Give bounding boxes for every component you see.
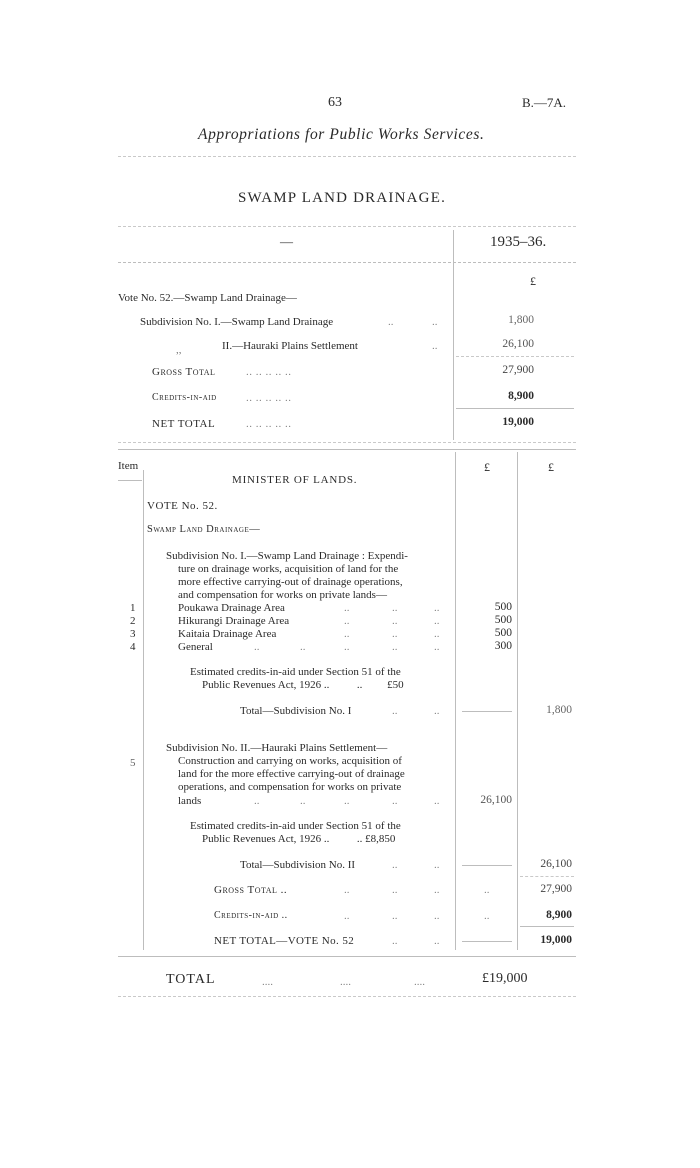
summary-gross-value: 27,900 (502, 364, 534, 376)
total-sub2-label: Total—Subdivision No. II (240, 859, 356, 871)
item-value: 500 (494, 614, 512, 626)
total-sub1-dots: .. (392, 705, 398, 717)
item-dots: .. (434, 795, 440, 807)
item-dots: .. (392, 628, 398, 640)
summary-credits-label: Credits-in-aid (152, 392, 217, 403)
detail-credits-dots: .. (484, 910, 490, 922)
detail-gross-label: Gross Total .. (214, 884, 288, 896)
est2-line: Estimated credits-in-aid under Section 51 of the (190, 820, 401, 832)
detail-credits-dots: .. (392, 910, 398, 922)
summary-credits-dots: .. .. .. .. .. (246, 392, 292, 404)
item-name: General (178, 641, 213, 653)
summary-sub2-ditto: ,, (176, 344, 182, 356)
item-dots: .. (300, 641, 306, 653)
swamp-heading: Swamp Land Drainage— (147, 524, 261, 535)
item-dots: .. (254, 641, 260, 653)
total-sub2-value: 26,100 (540, 858, 572, 870)
item-dots: .. (392, 641, 398, 653)
sub1-desc-line: ture on drainage works, acquisition of land for the (178, 563, 399, 575)
item-dots: .. (344, 641, 350, 653)
detail-gross-value: 27,900 (540, 883, 572, 895)
item-value: 500 (494, 627, 512, 639)
footer-dots: .... (340, 976, 351, 988)
total-sub1-value: 1,800 (546, 704, 572, 716)
summary-year: 1935–36. (490, 234, 547, 250)
sub2-desc-line: operations, and compensation for works on private (178, 781, 402, 793)
summary-dash: — (280, 234, 293, 249)
page-title: Appropriations for Public Works Services. (198, 126, 485, 143)
item-dots: .. (344, 628, 350, 640)
item-name: Poukawa Drainage Area (178, 602, 285, 614)
summary-net-dots: .. .. .. .. .. (246, 418, 292, 430)
est1-line: Estimated credits-in-aid under Section 51 of the (190, 666, 401, 678)
document-reference: B.—7A. (522, 95, 567, 110)
item-name: Kaitaia Drainage Area (178, 628, 277, 640)
item-dots: .. (392, 795, 398, 807)
item-column-header: Item (118, 460, 139, 472)
item-dots: .. (300, 795, 306, 807)
detail-currency-1: £ (484, 460, 490, 474)
item-number: 4 (130, 641, 136, 653)
summary-sub2: II.—Hauraki Plains Settlement (222, 340, 358, 352)
summary-gross-dots: .. .. .. .. .. (246, 366, 292, 378)
total-sub2-dots: .. (392, 859, 398, 871)
detail-credits-dots: .. (344, 910, 350, 922)
section-title: SWAMP LAND DRAINAGE. (238, 190, 447, 206)
sub2-desc-line: lands (178, 795, 202, 807)
total-sub1-label: Total—Subdivision No. I (240, 705, 352, 717)
vote-heading: VOTE No. 52. (147, 500, 218, 512)
sub1-desc-line: Subdivision No. I.—Swamp Land Drainage : Expendi- (166, 550, 408, 562)
summary-currency: £ (530, 274, 536, 288)
item-value: 300 (494, 640, 512, 652)
item-dots: .. (344, 615, 350, 627)
item-dots: .. (434, 641, 440, 653)
summary-vote: Vote No. 52.—Swamp Land Drainage— (118, 292, 297, 304)
sub1-desc-line: and compensation for works on private lands— (178, 589, 387, 601)
footer-total-value: £19,000 (482, 971, 528, 986)
sub1-desc-line: more effective carrying-out of drainage operations, (178, 576, 403, 588)
detail-net-value: 19,000 (540, 934, 572, 946)
item-number: 3 (130, 628, 136, 640)
detail-credits-label: Credits-in-aid .. (214, 910, 288, 921)
item-name: Hikurangi Drainage Area (178, 615, 290, 627)
summary-sub1: Subdivision No. I.—Swamp Land Drainage (140, 316, 334, 328)
total-sub1-dots: .. (434, 705, 440, 717)
item-dots: .. (434, 602, 440, 614)
item-dots: .. (254, 795, 260, 807)
summary-net-value: 19,000 (502, 416, 534, 428)
footer-dots: .... (414, 976, 425, 988)
summary-sub1-dots-b: .. (432, 316, 438, 328)
item-dots: .. (344, 795, 350, 807)
page-number: 63 (328, 95, 342, 110)
summary-gross-label: Gross Total (152, 366, 216, 378)
item-value: 500 (494, 601, 512, 613)
item-number: 5 (130, 757, 136, 769)
item-dots: .. (434, 628, 440, 640)
summary-sub2-value: 26,100 (502, 338, 534, 350)
detail-credits-value: 8,900 (546, 909, 572, 921)
detail-net-dots: .. (392, 935, 398, 947)
summary-sub1-value: 1,800 (508, 314, 534, 326)
item-dots: .. (392, 615, 398, 627)
summary-sub1-dots-a: .. (388, 316, 394, 328)
summary-credits-value: 8,900 (508, 390, 534, 402)
summary-sub2-dots: .. (432, 340, 438, 352)
item-dots: .. (434, 615, 440, 627)
footer-dots: .... (262, 976, 273, 988)
sub2-desc-line: Construction and carrying on works, acquisition of (178, 755, 402, 767)
detail-net-dots: .. (434, 935, 440, 947)
detail-gross-dots: .. (484, 884, 490, 896)
sub2-desc-line: Subdivision No. II.—Hauraki Plains Settlement— (166, 742, 388, 754)
minister-heading: MINISTER OF LANDS. (232, 474, 358, 486)
item-number: 1 (130, 602, 136, 614)
item-number: 2 (130, 615, 136, 627)
detail-credits-dots: .. (434, 910, 440, 922)
item-5-value: 26,100 (480, 794, 512, 806)
item-dots: .. (344, 602, 350, 614)
detail-gross-dots: .. (392, 884, 398, 896)
est1-line: Public Revenues Act, 1926 .. .. £50 (202, 679, 404, 691)
total-sub2-dots: .. (434, 859, 440, 871)
detail-gross-dots: .. (344, 884, 350, 896)
detail-currency-2: £ (548, 460, 554, 474)
est2-line: Public Revenues Act, 1926 .. .. £8,850 (202, 833, 396, 845)
detail-net-label: NET TOTAL—VOTE No. 52 (214, 935, 355, 947)
footer-total-label: TOTAL (166, 972, 216, 987)
sub2-desc-line: land for the more effective carrying-out of drainage (178, 768, 405, 780)
item-dots: .. (392, 602, 398, 614)
summary-net-label: NET TOTAL (152, 418, 216, 430)
detail-gross-dots: .. (434, 884, 440, 896)
